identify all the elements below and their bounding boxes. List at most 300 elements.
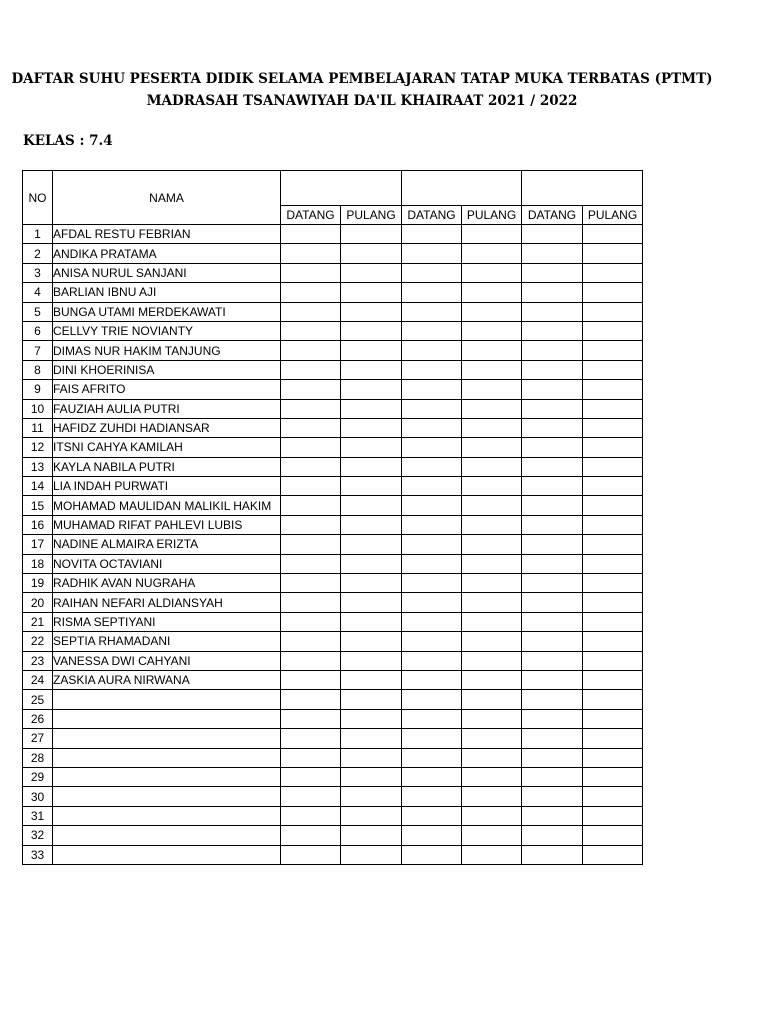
- temperature-cell-datang[interactable]: [281, 826, 341, 845]
- temperature-cell-datang[interactable]: [281, 496, 341, 515]
- temperature-cell-pulang[interactable]: [341, 806, 402, 825]
- temperature-cell-pulang[interactable]: [462, 574, 522, 593]
- temperature-cell-pulang[interactable]: [462, 302, 522, 321]
- temperature-cell-pulang[interactable]: [583, 632, 643, 651]
- table-row: [23, 767, 643, 786]
- table-row: [23, 748, 643, 767]
- temperature-cell-datang[interactable]: [402, 554, 462, 573]
- temperature-cell-pulang[interactable]: [341, 244, 402, 263]
- temperature-cell-pulang[interactable]: [462, 263, 522, 282]
- student-name: NADINE ALMAIRA ERIZTA: [53, 535, 281, 554]
- temperature-cell-datang[interactable]: [281, 690, 341, 709]
- temperature-cell-datang[interactable]: [402, 341, 462, 360]
- temperature-cell-datang[interactable]: [402, 574, 462, 593]
- row-number: 32: [23, 826, 53, 845]
- table-row: [23, 321, 643, 340]
- temperature-cell-datang[interactable]: [522, 244, 583, 263]
- temperature-cell-datang[interactable]: [402, 477, 462, 496]
- table-row: [23, 302, 643, 321]
- table-row: [23, 225, 643, 244]
- temperature-cell-datang[interactable]: [281, 787, 341, 806]
- temperature-cell-pulang[interactable]: [583, 418, 643, 437]
- temperature-cell-pulang[interactable]: [462, 593, 522, 612]
- temperature-cell-datang[interactable]: [402, 321, 462, 340]
- student-name: RISMA SEPTIYANI: [53, 612, 281, 631]
- table-row: [23, 690, 643, 709]
- temperature-cell-datang[interactable]: [522, 380, 583, 399]
- temperature-cell-datang[interactable]: [281, 438, 341, 457]
- temperature-cell-datang[interactable]: [402, 283, 462, 302]
- table-row: [23, 593, 643, 612]
- temperature-cell-pulang[interactable]: [462, 554, 522, 573]
- temperature-cell-datang[interactable]: [281, 263, 341, 282]
- temperature-cell-datang[interactable]: [522, 651, 583, 670]
- temperature-cell-pulang[interactable]: [341, 632, 402, 651]
- temperature-cell-datang[interactable]: [522, 341, 583, 360]
- table-row: [23, 709, 643, 728]
- row-number: 16: [23, 515, 53, 534]
- student-name: ANISA NURUL SANJANI: [53, 263, 281, 282]
- temperature-cell-datang[interactable]: [402, 302, 462, 321]
- temperature-cell-pulang[interactable]: [341, 496, 402, 515]
- temperature-cell-pulang[interactable]: [462, 244, 522, 263]
- temperature-cell-datang[interactable]: [522, 283, 583, 302]
- row-number: 14: [23, 477, 53, 496]
- temperature-cell-datang[interactable]: [402, 787, 462, 806]
- row-number: 7: [23, 341, 53, 360]
- temperature-cell-pulang[interactable]: [341, 515, 402, 534]
- temperature-cell-datang[interactable]: [402, 729, 462, 748]
- student-name: CELLVY TRIE NOVIANTY: [53, 321, 281, 340]
- table-row: [23, 651, 643, 670]
- temperature-cell-datang[interactable]: [281, 515, 341, 534]
- temperature-cell-datang[interactable]: [522, 225, 583, 244]
- temperature-cell-pulang[interactable]: [462, 709, 522, 728]
- row-number: 18: [23, 554, 53, 573]
- student-name: [53, 709, 281, 728]
- table-row: [23, 729, 643, 748]
- table-row: [23, 574, 643, 593]
- temperature-cell-datang[interactable]: [281, 244, 341, 263]
- temperature-cell-pulang[interactable]: [341, 399, 402, 418]
- temperature-cell-datang[interactable]: [281, 302, 341, 321]
- table-row: [23, 612, 643, 631]
- temperature-cell-datang[interactable]: [402, 360, 462, 379]
- student-name: VANESSA DWI CAHYANI: [53, 651, 281, 670]
- temperature-cell-pulang[interactable]: [341, 302, 402, 321]
- temperature-cell-pulang[interactable]: [462, 826, 522, 845]
- temperature-cell-pulang[interactable]: [583, 806, 643, 825]
- temperature-cell-datang[interactable]: [402, 225, 462, 244]
- temperature-cell-datang[interactable]: [522, 709, 583, 728]
- temperature-cell-datang[interactable]: [402, 263, 462, 282]
- temperature-cell-datang[interactable]: [281, 554, 341, 573]
- row-number: 26: [23, 709, 53, 728]
- temperature-cell-pulang[interactable]: [462, 670, 522, 689]
- temperature-cell-pulang[interactable]: [583, 651, 643, 670]
- row-number: 19: [23, 574, 53, 593]
- temperature-cell-datang[interactable]: [281, 767, 341, 786]
- temperature-cell-pulang[interactable]: [341, 787, 402, 806]
- row-number: 1: [23, 225, 53, 244]
- temperature-cell-pulang[interactable]: [583, 263, 643, 282]
- row-number: 27: [23, 729, 53, 748]
- temperature-cell-pulang[interactable]: [462, 806, 522, 825]
- row-number: 24: [23, 670, 53, 689]
- student-name: ANDIKA PRATAMA: [53, 244, 281, 263]
- row-number: 13: [23, 457, 53, 476]
- temperature-cell-pulang[interactable]: [341, 225, 402, 244]
- temperature-cell-pulang[interactable]: [462, 632, 522, 651]
- temperature-cell-datang[interactable]: [402, 709, 462, 728]
- temperature-cell-pulang[interactable]: [341, 418, 402, 437]
- row-number: 5: [23, 302, 53, 321]
- temperature-cell-pulang[interactable]: [583, 709, 643, 728]
- table-row: [23, 632, 643, 651]
- table-row: [23, 515, 643, 534]
- temperature-cell-datang[interactable]: [402, 612, 462, 631]
- temperature-cell-pulang[interactable]: [583, 380, 643, 399]
- temperature-cell-datang[interactable]: [522, 806, 583, 825]
- temperature-cell-pulang[interactable]: [462, 787, 522, 806]
- temperature-cell-datang[interactable]: [281, 632, 341, 651]
- table-row: [23, 670, 643, 689]
- table-row: [23, 496, 643, 515]
- temperature-cell-pulang[interactable]: [583, 554, 643, 573]
- temperature-cell-datang[interactable]: [281, 535, 341, 554]
- temperature-cell-datang[interactable]: [281, 457, 341, 476]
- temperature-cell-pulang[interactable]: [462, 457, 522, 476]
- temperature-cell-pulang[interactable]: [583, 593, 643, 612]
- temperature-cell-pulang[interactable]: [583, 690, 643, 709]
- student-name: [53, 729, 281, 748]
- student-name: ZASKIA AURA NIRWANA: [53, 670, 281, 689]
- temperature-cell-datang[interactable]: [281, 748, 341, 767]
- temperature-cell-pulang[interactable]: [583, 729, 643, 748]
- table-row: [23, 360, 643, 379]
- temperature-cell-pulang[interactable]: [583, 496, 643, 515]
- table-row: [23, 341, 643, 360]
- temperature-cell-pulang[interactable]: [341, 283, 402, 302]
- temperature-cell-pulang[interactable]: [341, 263, 402, 282]
- temperature-cell-datang[interactable]: [402, 845, 462, 864]
- temperature-cell-datang[interactable]: [522, 729, 583, 748]
- temperature-cell-pulang[interactable]: [341, 709, 402, 728]
- temperature-cell-datang[interactable]: [402, 670, 462, 689]
- temperature-cell-datang[interactable]: [281, 574, 341, 593]
- temperature-cell-datang[interactable]: [281, 418, 341, 437]
- temperature-cell-datang[interactable]: [522, 360, 583, 379]
- temperature-cell-pulang[interactable]: [583, 399, 643, 418]
- temperature-cell-datang[interactable]: [402, 632, 462, 651]
- row-number: 29: [23, 767, 53, 786]
- temperature-cell-datang[interactable]: [402, 496, 462, 515]
- temperature-cell-datang[interactable]: [402, 806, 462, 825]
- temperature-cell-datang[interactable]: [402, 826, 462, 845]
- row-number: 9: [23, 380, 53, 399]
- row-number: 23: [23, 651, 53, 670]
- temperature-cell-pulang[interactable]: [462, 341, 522, 360]
- table-row: [23, 418, 643, 437]
- day-group-header: [281, 171, 402, 206]
- temperature-cell-datang[interactable]: [402, 535, 462, 554]
- row-number: 12: [23, 438, 53, 457]
- temperature-cell-pulang[interactable]: [462, 477, 522, 496]
- temperature-cell-pulang[interactable]: [583, 845, 643, 864]
- student-name: [53, 787, 281, 806]
- student-name: FAIS AFRITO: [53, 380, 281, 399]
- temperature-cell-pulang[interactable]: [462, 515, 522, 534]
- student-name: HAFIDZ ZUHDI HADIANSAR: [53, 418, 281, 437]
- row-number: 3: [23, 263, 53, 282]
- student-name: DIMAS NUR HAKIM TANJUNG: [53, 341, 281, 360]
- temperature-cell-pulang[interactable]: [462, 418, 522, 437]
- temperature-cell-datang[interactable]: [281, 709, 341, 728]
- row-number: 31: [23, 806, 53, 825]
- temperature-cell-datang[interactable]: [522, 399, 583, 418]
- temperature-cell-datang[interactable]: [522, 690, 583, 709]
- student-name: [53, 690, 281, 709]
- table-body: [23, 225, 643, 865]
- temperature-cell-pulang[interactable]: [462, 380, 522, 399]
- temperature-cell-pulang[interactable]: [462, 225, 522, 244]
- temperature-cell-pulang[interactable]: [341, 360, 402, 379]
- temperature-cell-pulang[interactable]: [462, 496, 522, 515]
- temperature-cell-datang[interactable]: [402, 244, 462, 263]
- temperature-cell-datang[interactable]: [281, 399, 341, 418]
- table-row: [23, 380, 643, 399]
- temperature-cell-datang[interactable]: [402, 593, 462, 612]
- temperature-cell-pulang[interactable]: [583, 477, 643, 496]
- temperature-cell-datang[interactable]: [522, 767, 583, 786]
- temperature-cell-datang[interactable]: [522, 670, 583, 689]
- temperature-cell-pulang[interactable]: [583, 457, 643, 476]
- temperature-cell-datang[interactable]: [281, 341, 341, 360]
- temperature-cell-pulang[interactable]: [462, 767, 522, 786]
- school-name: MADRASAH TSANAWIYAH DA'IL KHAIRAAT 2021 / 2022: [146, 93, 578, 109]
- temperature-cell-datang[interactable]: [281, 806, 341, 825]
- temperature-cell-datang[interactable]: [402, 515, 462, 534]
- temperature-cell-datang[interactable]: [402, 457, 462, 476]
- temperature-cell-datang[interactable]: [402, 380, 462, 399]
- temperature-cell-pulang[interactable]: [462, 321, 522, 340]
- temperature-cell-datang[interactable]: [522, 593, 583, 612]
- temperature-cell-pulang[interactable]: [583, 341, 643, 360]
- temperature-cell-pulang[interactable]: [462, 729, 522, 748]
- temperature-cell-pulang[interactable]: [341, 438, 402, 457]
- temperature-cell-pulang[interactable]: [583, 574, 643, 593]
- temperature-cell-pulang[interactable]: [583, 360, 643, 379]
- student-name: [53, 806, 281, 825]
- temperature-cell-datang[interactable]: [522, 418, 583, 437]
- student-name: MOHAMAD MAULIDAN MALIKIL HAKIM: [53, 496, 281, 515]
- student-name: ITSNI CAHYA KAMILAH: [53, 438, 281, 457]
- temperature-cell-pulang[interactable]: [341, 690, 402, 709]
- table-row: [23, 283, 643, 302]
- document-title: DAFTAR SUHU PESERTA DIDIK SELAMA PEMBELAJARAN TATAP MUKA TERBATAS (PTMT): [11, 71, 713, 87]
- temperature-cell-pulang[interactable]: [462, 438, 522, 457]
- row-number: 15: [23, 496, 53, 515]
- temperature-cell-pulang[interactable]: [341, 612, 402, 631]
- temperature-cell-datang[interactable]: [281, 612, 341, 631]
- table-row: [23, 457, 643, 476]
- student-name: [53, 826, 281, 845]
- student-name: BARLIAN IBNU AJI: [53, 283, 281, 302]
- student-name: LIA INDAH PURWATI: [53, 477, 281, 496]
- temperature-cell-pulang[interactable]: [341, 767, 402, 786]
- temperature-cell-pulang[interactable]: [341, 380, 402, 399]
- temperature-cell-datang[interactable]: [402, 399, 462, 418]
- row-number: 22: [23, 632, 53, 651]
- temperature-cell-datang[interactable]: [281, 845, 341, 864]
- column-header-no: NO: [23, 171, 53, 225]
- temperature-cell-datang[interactable]: [402, 418, 462, 437]
- temperature-cell-pulang[interactable]: [341, 535, 402, 554]
- temperature-cell-datang[interactable]: [281, 729, 341, 748]
- row-number: 17: [23, 535, 53, 554]
- temperature-cell-pulang[interactable]: [341, 670, 402, 689]
- temperature-cell-pulang[interactable]: [341, 457, 402, 476]
- temperature-cell-pulang[interactable]: [583, 321, 643, 340]
- column-header-datang: DATANG: [402, 206, 462, 225]
- temperature-cell-pulang[interactable]: [341, 845, 402, 864]
- temperature-cell-pulang[interactable]: [341, 554, 402, 573]
- table-row: [23, 477, 643, 496]
- student-name: [53, 767, 281, 786]
- temperature-cell-datang[interactable]: [522, 535, 583, 554]
- temperature-cell-datang[interactable]: [281, 283, 341, 302]
- table-row: [23, 806, 643, 825]
- temperature-cell-pulang[interactable]: [583, 787, 643, 806]
- temperature-cell-pulang[interactable]: [341, 729, 402, 748]
- temperature-cell-datang[interactable]: [522, 457, 583, 476]
- student-name: RADHIK AVAN NUGRAHA: [53, 574, 281, 593]
- temperature-cell-datang[interactable]: [522, 496, 583, 515]
- temperature-cell-pulang[interactable]: [583, 612, 643, 631]
- temperature-cell-datang[interactable]: [402, 690, 462, 709]
- row-number: 8: [23, 360, 53, 379]
- temperature-cell-pulang[interactable]: [583, 535, 643, 554]
- class-label: KELAS : 7.4: [23, 133, 113, 149]
- temperature-cell-pulang[interactable]: [341, 321, 402, 340]
- temperature-cell-datang[interactable]: [402, 651, 462, 670]
- row-number: 11: [23, 418, 53, 437]
- temperature-cell-datang[interactable]: [522, 263, 583, 282]
- temperature-cell-datang[interactable]: [522, 748, 583, 767]
- column-header-datang: DATANG: [281, 206, 341, 225]
- temperature-cell-datang[interactable]: [402, 767, 462, 786]
- temperature-cell-datang[interactable]: [281, 380, 341, 399]
- row-number: 21: [23, 612, 53, 631]
- temperature-cell-pulang[interactable]: [341, 651, 402, 670]
- temperature-cell-datang[interactable]: [281, 360, 341, 379]
- table-row: [23, 244, 643, 263]
- row-number: 10: [23, 399, 53, 418]
- student-name: AFDAL RESTU FEBRIAN: [53, 225, 281, 244]
- day-group-header: [402, 171, 522, 206]
- temperature-cell-datang[interactable]: [281, 225, 341, 244]
- temperature-cell-datang[interactable]: [281, 477, 341, 496]
- temperature-cell-pulang[interactable]: [462, 283, 522, 302]
- temperature-cell-pulang[interactable]: [462, 535, 522, 554]
- column-header-pulang: PULANG: [341, 206, 402, 225]
- temperature-cell-pulang[interactable]: [583, 826, 643, 845]
- temperature-cell-pulang[interactable]: [462, 748, 522, 767]
- temperature-cell-datang[interactable]: [522, 845, 583, 864]
- table-row: [23, 845, 643, 864]
- student-name: MUHAMAD RIFAT PAHLEVI LUBIS: [53, 515, 281, 534]
- temperature-cell-pulang[interactable]: [583, 244, 643, 263]
- temperature-cell-pulang[interactable]: [462, 399, 522, 418]
- temperature-cell-pulang[interactable]: [341, 593, 402, 612]
- temperature-cell-pulang[interactable]: [462, 360, 522, 379]
- temperature-cell-pulang[interactable]: [583, 748, 643, 767]
- student-name: [53, 845, 281, 864]
- student-name: SEPTIA RHAMADANI: [53, 632, 281, 651]
- temperature-cell-pulang[interactable]: [341, 748, 402, 767]
- temperature-cell-datang[interactable]: [281, 651, 341, 670]
- temperature-cell-datang[interactable]: [522, 574, 583, 593]
- student-name: FAUZIAH AULIA PUTRI: [53, 399, 281, 418]
- temperature-cell-datang[interactable]: [522, 554, 583, 573]
- table-row: [23, 263, 643, 282]
- temperature-cell-pulang[interactable]: [583, 283, 643, 302]
- temperature-cell-datang[interactable]: [522, 826, 583, 845]
- temperature-cell-datang[interactable]: [522, 477, 583, 496]
- temperature-cell-datang[interactable]: [522, 515, 583, 534]
- temperature-cell-pulang[interactable]: [583, 438, 643, 457]
- temperature-cell-pulang[interactable]: [341, 341, 402, 360]
- temperature-cell-datang[interactable]: [281, 593, 341, 612]
- temperature-cell-pulang[interactable]: [462, 845, 522, 864]
- student-name: NOVITA OCTAVIANI: [53, 554, 281, 573]
- temperature-cell-datang[interactable]: [281, 321, 341, 340]
- temperature-cell-datang[interactable]: [522, 612, 583, 631]
- temperature-cell-pulang[interactable]: [462, 690, 522, 709]
- student-name: BUNGA UTAMI MERDEKAWATI: [53, 302, 281, 321]
- temperature-cell-datang[interactable]: [402, 438, 462, 457]
- temperature-cell-datang[interactable]: [522, 632, 583, 651]
- row-number: 20: [23, 593, 53, 612]
- temperature-cell-pulang[interactable]: [583, 515, 643, 534]
- table-row: [23, 787, 643, 806]
- table-row: [23, 554, 643, 573]
- temperature-cell-datang[interactable]: [522, 787, 583, 806]
- temperature-cell-pulang[interactable]: [341, 477, 402, 496]
- table-row: [23, 535, 643, 554]
- temperature-cell-datang[interactable]: [522, 321, 583, 340]
- column-header-pulang: PULANG: [583, 206, 643, 225]
- temperature-cell-pulang[interactable]: [341, 826, 402, 845]
- temperature-cell-pulang[interactable]: [462, 612, 522, 631]
- row-number: 4: [23, 283, 53, 302]
- column-header-pulang: PULANG: [462, 206, 522, 225]
- temperature-cell-pulang[interactable]: [462, 651, 522, 670]
- temperature-cell-pulang[interactable]: [583, 302, 643, 321]
- temperature-cell-datang[interactable]: [522, 302, 583, 321]
- temperature-cell-datang[interactable]: [522, 438, 583, 457]
- day-group-header: [522, 171, 643, 206]
- temperature-cell-pulang[interactable]: [583, 767, 643, 786]
- temperature-cell-datang[interactable]: [402, 748, 462, 767]
- temperature-cell-pulang[interactable]: [583, 225, 643, 244]
- temperature-cell-pulang[interactable]: [583, 670, 643, 689]
- column-header-datang: DATANG: [522, 206, 583, 225]
- table-row: [23, 438, 643, 457]
- temperature-cell-datang[interactable]: [281, 670, 341, 689]
- temperature-cell-pulang[interactable]: [341, 574, 402, 593]
- student-name: KAYLA NABILA PUTRI: [53, 457, 281, 476]
